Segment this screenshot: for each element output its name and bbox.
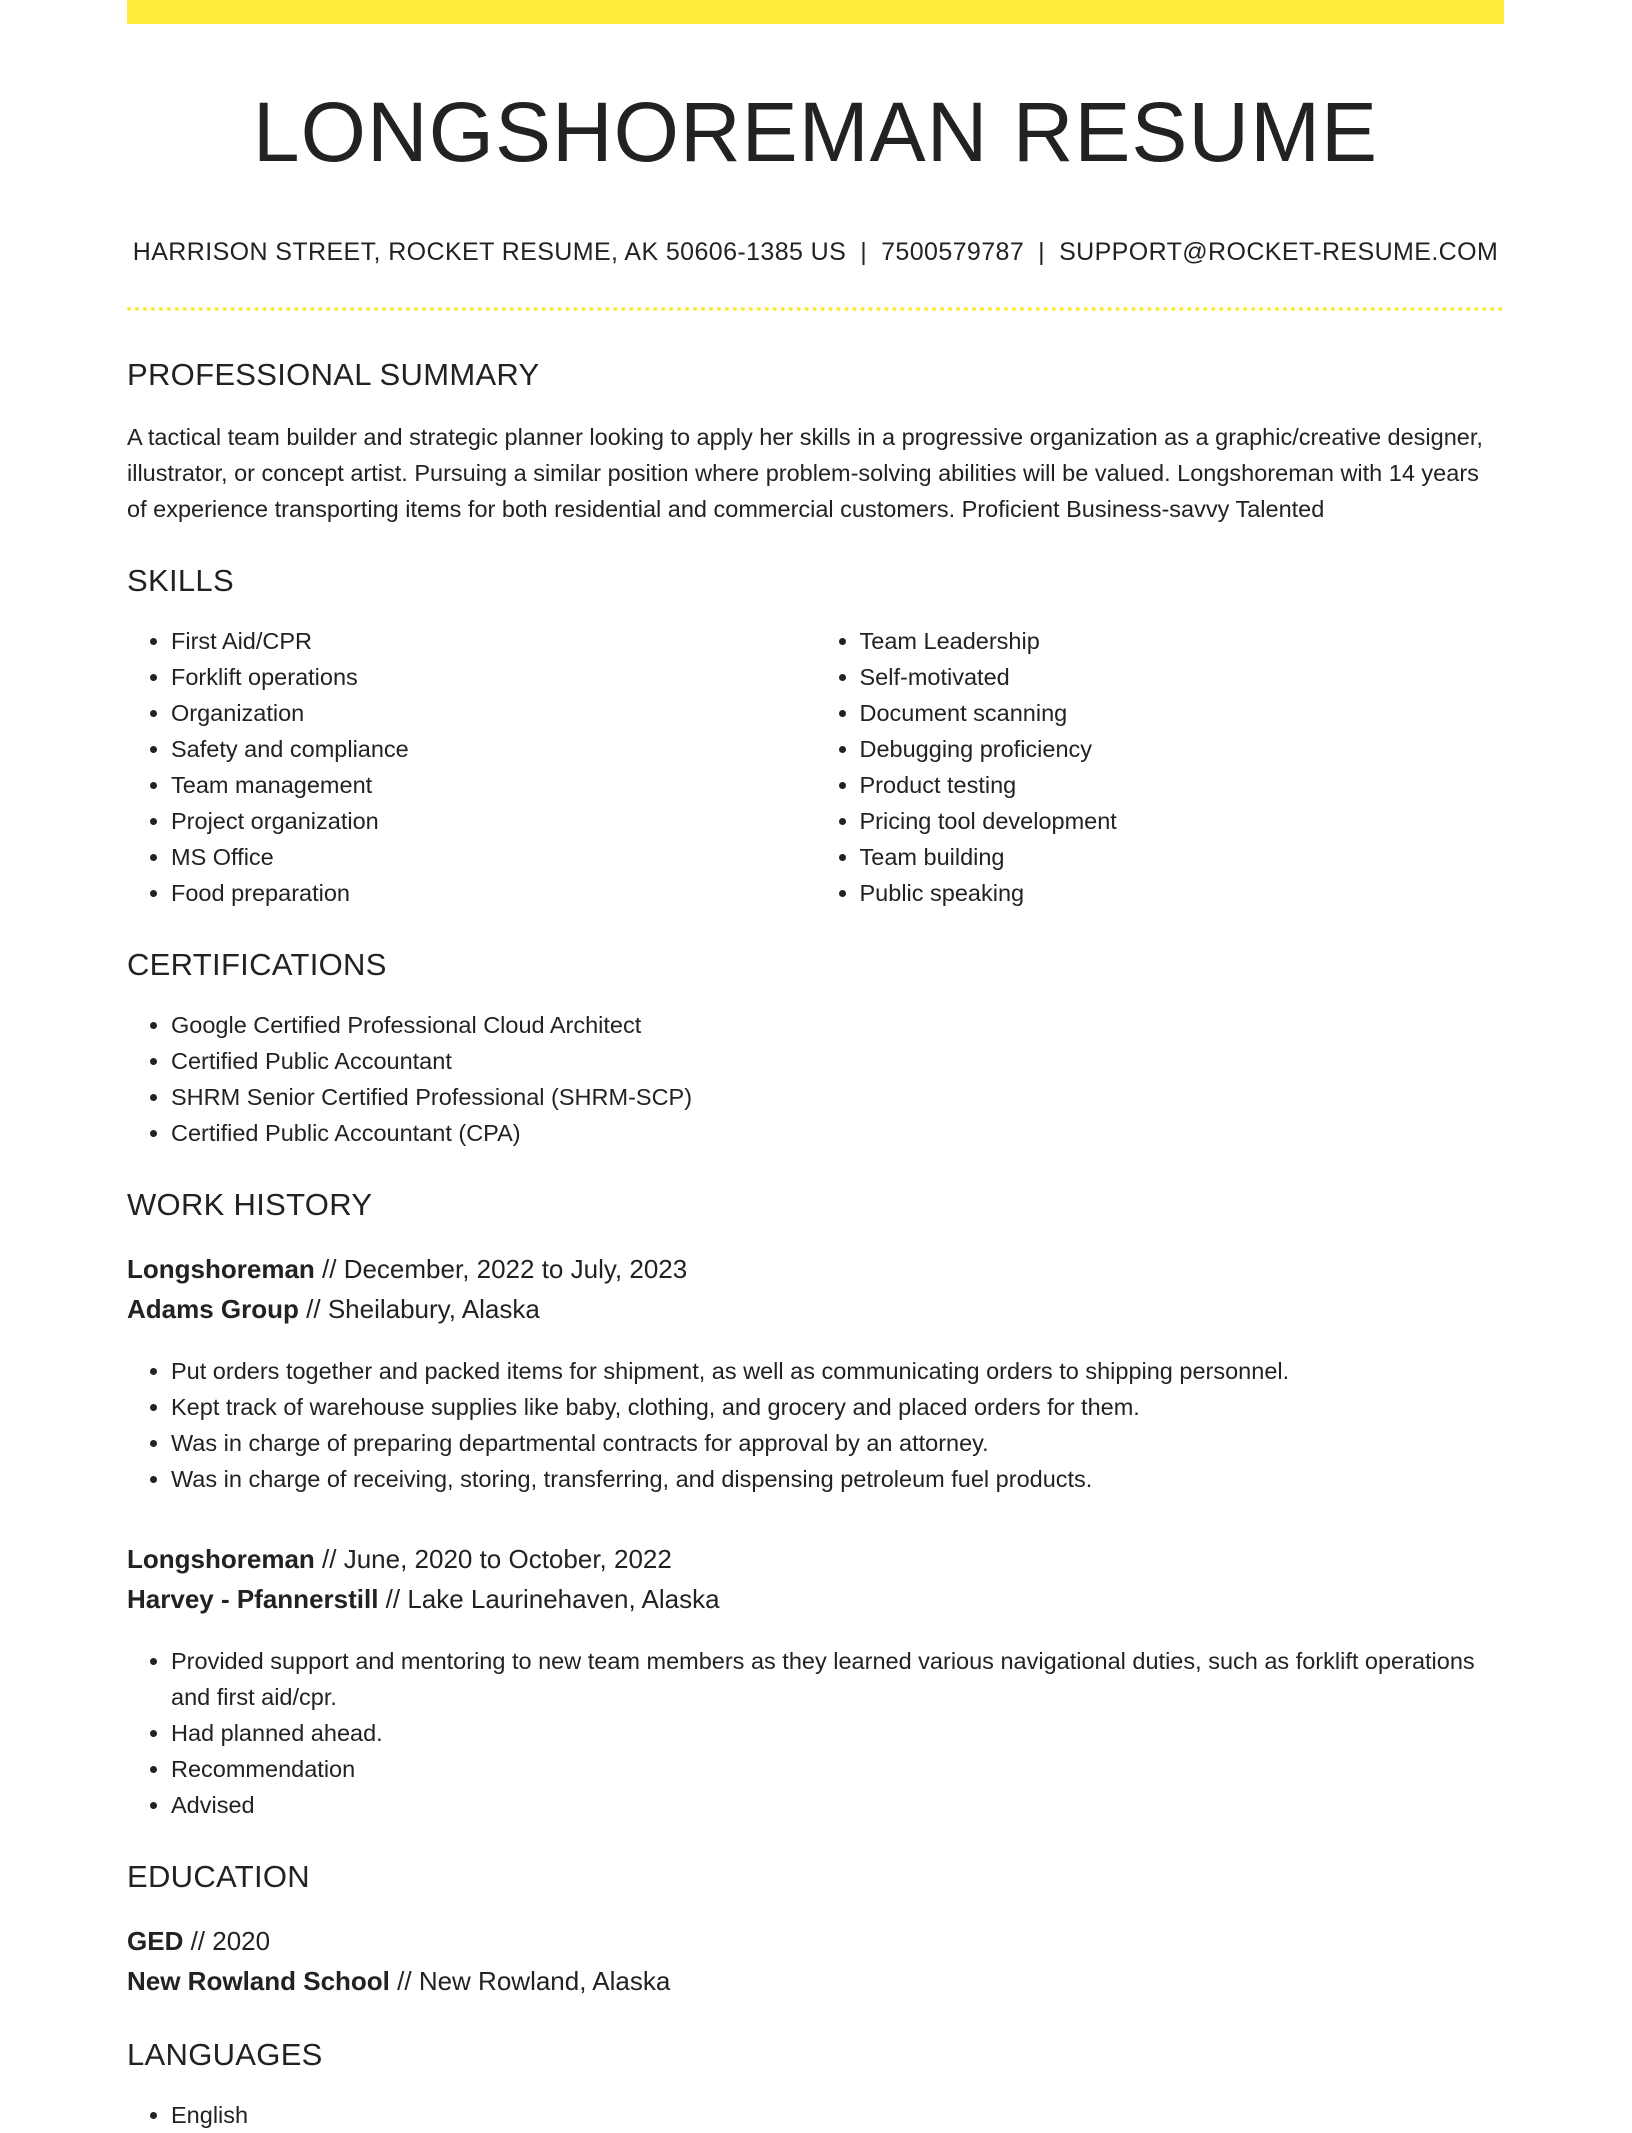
list-item: • Food preparation [171, 875, 816, 911]
contact-separator: | [860, 238, 868, 267]
job-bullets [127, 1643, 1504, 1823]
list-item: • Safety and compliance [171, 731, 816, 767]
job-bullets [127, 1353, 1504, 1497]
contact-separator: | [1038, 238, 1046, 267]
certifications-heading: CERTIFICATIONS [127, 947, 387, 983]
education-degree: GED [127, 1926, 184, 1957]
job-entry [127, 1249, 1504, 1497]
summary-heading: PROFESSIONAL SUMMARY [127, 357, 540, 393]
contact-line [127, 238, 1504, 267]
job-company: Adams Group [127, 1294, 299, 1325]
education-school-line [127, 1961, 1504, 2001]
summary-text: A tactical team builder and strategic planner looking to apply her skills in a progressive organization as a graphic/creative designer, illustrator, or concept artist. Pursuing a similar position where problem-solving abilities will be valued. Longshoreman with 14 years of experience transporting items for both residential and commercial customers. Proficient Business-savvy Talented [127, 424, 1483, 523]
list-item: • MS Office [171, 839, 816, 875]
education-heading: EDUCATION [127, 1859, 310, 1895]
job-company-line [127, 1579, 1504, 1619]
list-item: • Was in charge of receiving, storing, transferring, and dispensing petroleum fuel products. [171, 1461, 1504, 1497]
languages-list [127, 2097, 1504, 2133]
education-school: New Rowland School [127, 1966, 390, 1997]
job-company-line [127, 1289, 1504, 1329]
job-role: Longshoreman [127, 1254, 315, 1285]
list-item: • Document scanning [860, 695, 1505, 731]
list-item: • Forklift operations [171, 659, 816, 695]
job-entry [127, 1539, 1504, 1823]
skills-heading: SKILLS [127, 563, 234, 599]
list-item: • Product testing [860, 767, 1505, 803]
accent-top-bar [127, 0, 1504, 24]
job-role: Longshoreman [127, 1544, 315, 1575]
job-dates: // June, 2020 to October, 2022 [314, 1544, 672, 1575]
education-degree-line [127, 1921, 1504, 1961]
list-item: • Organization [171, 695, 816, 731]
list-item: • Had planned ahead. [171, 1715, 1504, 1751]
skills-list-right [816, 623, 1505, 911]
phone-text: 7500579787 [881, 238, 1025, 267]
list-item: • Public speaking [860, 875, 1505, 911]
list-item: • English [171, 2097, 1504, 2133]
education-location: // New Rowland, Alaska [389, 1966, 671, 1997]
list-item: • Pricing tool development [860, 803, 1505, 839]
job-location: // Lake Laurinehaven, Alaska [378, 1584, 720, 1615]
resume-page [127, 0, 1504, 2133]
job-dates: // December, 2022 to July, 2023 [314, 1254, 688, 1285]
list-item: • Self-motivated [860, 659, 1505, 695]
list-item: • Certified Public Accountant (CPA) [171, 1115, 1504, 1151]
list-item: • Put orders together and packed items for shipment, as well as communicating orders to shipping personnel. [171, 1353, 1504, 1389]
address-text: HARRISON STREET, ROCKET RESUME, AK 50606-1385 US [132, 238, 847, 267]
list-item: • Team building [860, 839, 1505, 875]
list-item: • SHRM Senior Certified Professional (SHRM-SCP) [171, 1079, 1504, 1115]
job-role-line [127, 1249, 1504, 1289]
skills-list-left [127, 623, 816, 911]
work-history-heading: WORK HISTORY [127, 1187, 373, 1223]
job-company: Harvey - Pfannerstill [127, 1584, 379, 1615]
list-item: • First Aid/CPR [171, 623, 816, 659]
list-item: • Kept track of warehouse supplies like baby, clothing, and grocery and placed orders for them. [171, 1389, 1504, 1425]
list-item: • Advised [171, 1787, 1504, 1823]
resume-title: LONGSHOREMAN RESUME [252, 85, 1379, 179]
languages-heading: LANGUAGES [127, 2037, 323, 2073]
skills-columns [127, 623, 1504, 911]
education-year: // 2020 [183, 1926, 271, 1957]
list-item: • Provided support and mentoring to new team members as they learned various navigational duties, such as forklift operations and first aid/cpr. [171, 1643, 1504, 1715]
email-text: SUPPORT@ROCKET-RESUME.COM [1059, 238, 1499, 267]
list-item: • Certified Public Accountant [171, 1043, 1504, 1079]
job-location: // Sheilabury, Alaska [298, 1294, 540, 1325]
list-item: • Google Certified Professional Cloud Architect [171, 1007, 1504, 1043]
dotted-divider [127, 307, 1504, 311]
list-item: • Recommendation [171, 1751, 1504, 1787]
list-item: • Project organization [171, 803, 816, 839]
list-item: • Debugging proficiency [860, 731, 1505, 767]
list-item: • Team management [171, 767, 816, 803]
list-item: • Was in charge of preparing departmental contracts for approval by an attorney. [171, 1425, 1504, 1461]
certifications-list [127, 1007, 1504, 1151]
job-role-line [127, 1539, 1504, 1579]
list-item: • Team Leadership [860, 623, 1505, 659]
